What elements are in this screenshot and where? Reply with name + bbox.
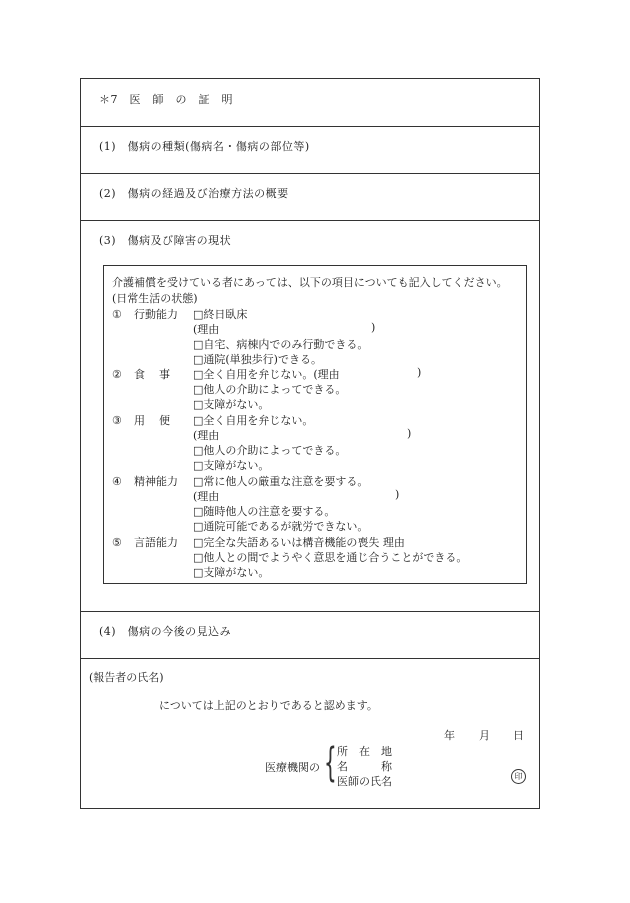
checkbox-option[interactable]: □常に他人の厳重な注意を要する。 xyxy=(193,475,369,488)
section-title: (4) 傷病の今後の見込み xyxy=(99,625,232,638)
category-number: ① xyxy=(112,308,122,321)
institution-address: 所 在 地 xyxy=(337,745,392,758)
checkbox-option[interactable]: □完全な失語あるいは構音機能の喪失 理由 xyxy=(193,536,405,549)
checkbox-option[interactable]: □自宅、病棟内でのみ行動できる。 xyxy=(193,338,369,351)
checkbox-option[interactable]: □通院可能であるが就労できない。 xyxy=(193,520,369,533)
checkbox-option[interactable]: □随時他人の注意を要する。 xyxy=(193,505,336,518)
checkbox-option[interactable]: □支障がない。 xyxy=(193,459,270,472)
reason-label: (理由 xyxy=(193,323,220,336)
date-month: 月 xyxy=(479,729,490,742)
doctor-name-label: 医師の氏名 xyxy=(337,775,392,788)
category-label: 精神能力 xyxy=(134,475,178,488)
section-title: (2) 傷病の経過及び治療方法の概要 xyxy=(99,187,289,200)
box-subhead: (日常生活の状態) xyxy=(112,292,198,305)
category-eating xyxy=(112,366,190,382)
certification-statement: については上記のとおりであると認めます。 xyxy=(159,699,378,712)
category-speech xyxy=(112,534,190,550)
category-toileting xyxy=(112,412,190,428)
checkbox-option[interactable]: □支障がない。 xyxy=(193,398,270,411)
reason-label: (理由 xyxy=(193,490,220,503)
category-label: 食事 xyxy=(134,368,184,381)
checkbox-option[interactable]: □支障がない。 xyxy=(193,566,270,579)
checkbox-option[interactable]: □他人との間でようやく意思を通じ合うことができる。 xyxy=(193,551,468,564)
checkbox-option[interactable]: □全く自用を弁じない。(理由 xyxy=(193,368,340,381)
checkbox-option[interactable]: □通院(単独歩行)できる。 xyxy=(193,353,322,366)
section-title: (3) 傷病及び障害の現状 xyxy=(99,234,232,247)
checkbox-option[interactable]: □他人の介助によってできる。 xyxy=(193,444,347,457)
date-day: 日 xyxy=(513,729,524,742)
reason-close: ) xyxy=(395,488,400,501)
checkbox-option[interactable]: □全く自用を弁じない。 xyxy=(193,414,314,427)
category-number: ⑤ xyxy=(112,536,122,549)
date-year: 年 xyxy=(444,729,455,742)
category-label: 言語能力 xyxy=(134,536,178,549)
section-treatment-summary xyxy=(81,173,539,221)
institution-label: 医療機関の xyxy=(265,761,320,774)
category-number: ④ xyxy=(112,475,122,488)
category-number: ③ xyxy=(112,414,122,427)
checkbox-option[interactable]: □終日臥床 xyxy=(193,308,248,321)
section-title: ＊7 医 師 の 証 明 xyxy=(99,93,233,106)
seal-icon: 印 xyxy=(511,769,526,784)
daily-living-box xyxy=(103,265,527,584)
certificate-form xyxy=(80,78,540,809)
section-doctor-certificate xyxy=(81,79,539,127)
brace: { xyxy=(324,740,337,786)
category-mental xyxy=(112,473,190,489)
category-mobility xyxy=(112,306,190,322)
reason-label: (理由 xyxy=(193,429,220,442)
reason-close: ) xyxy=(417,366,422,379)
reason-close: ) xyxy=(371,321,376,334)
category-label: 用便 xyxy=(134,414,184,427)
checkbox-option[interactable]: □他人の介助によってできる。 xyxy=(193,383,347,396)
section-injury-type xyxy=(81,126,539,174)
reporter-name-label: (報告者の氏名) xyxy=(89,671,164,684)
institution-name: 名 称 xyxy=(337,760,392,773)
section-prognosis xyxy=(81,611,539,659)
category-label: 行動能力 xyxy=(134,308,178,321)
category-number: ② xyxy=(112,368,122,381)
box-intro: 介護補償を受けている者にあっては、以下の項目についても記入してください。 xyxy=(112,276,508,289)
reason-close: ) xyxy=(407,427,412,440)
section-title: (1) 傷病の種類(傷病名・傷病の部位等) xyxy=(99,140,310,153)
